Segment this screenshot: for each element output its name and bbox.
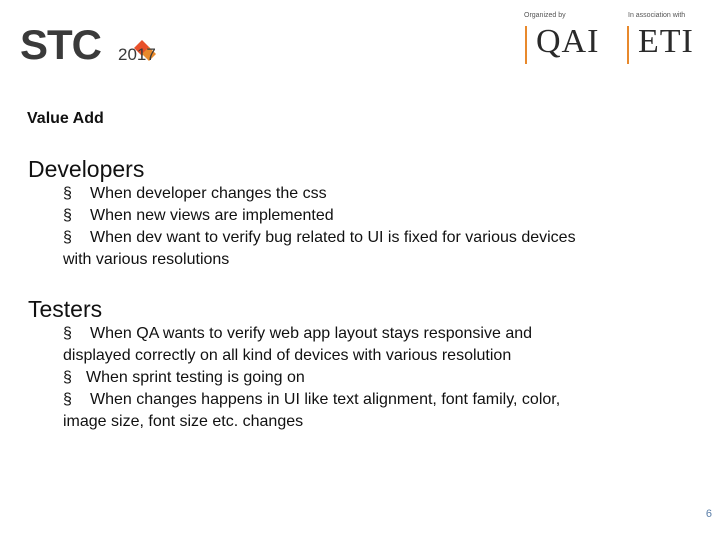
list-item-continuation: displayed correctly on all kind of devices with various resolution <box>63 347 512 364</box>
association-name: ETI <box>638 23 694 60</box>
stc-2017-logo <box>20 20 180 68</box>
slide-subtitle: Value Add <box>27 110 104 127</box>
association-divider <box>627 26 629 64</box>
list-item: § When developer changes the css <box>63 185 327 202</box>
list-item: § When dev want to verify bug related to UI is fixed for various devices <box>63 229 576 246</box>
organizer-divider <box>525 26 527 64</box>
developers-list <box>63 183 663 271</box>
organizer-logos <box>522 12 712 72</box>
list-item-continuation: image size, font size etc. changes <box>63 413 304 430</box>
testers-list <box>63 323 663 433</box>
list-item: § When changes happens in UI like text alignment, font family, color, <box>63 391 561 408</box>
organized-by-label: Organized by <box>524 12 566 19</box>
list-item: § When QA wants to verify web app layout stays responsive and <box>63 325 533 342</box>
developers-heading: Developers <box>28 156 145 182</box>
association-label: In association with <box>628 12 686 19</box>
list-item: § When new views are implemented <box>63 207 334 224</box>
logo-year-text: 2017 <box>118 45 156 64</box>
logo-main-text: STC <box>20 21 101 68</box>
list-item: § When sprint testing is going on <box>63 369 305 386</box>
organizer-name: QAI <box>536 23 600 60</box>
list-item-continuation: with various resolutions <box>63 251 230 268</box>
page-number: 6 <box>705 508 712 520</box>
testers-heading: Testers <box>28 296 103 322</box>
